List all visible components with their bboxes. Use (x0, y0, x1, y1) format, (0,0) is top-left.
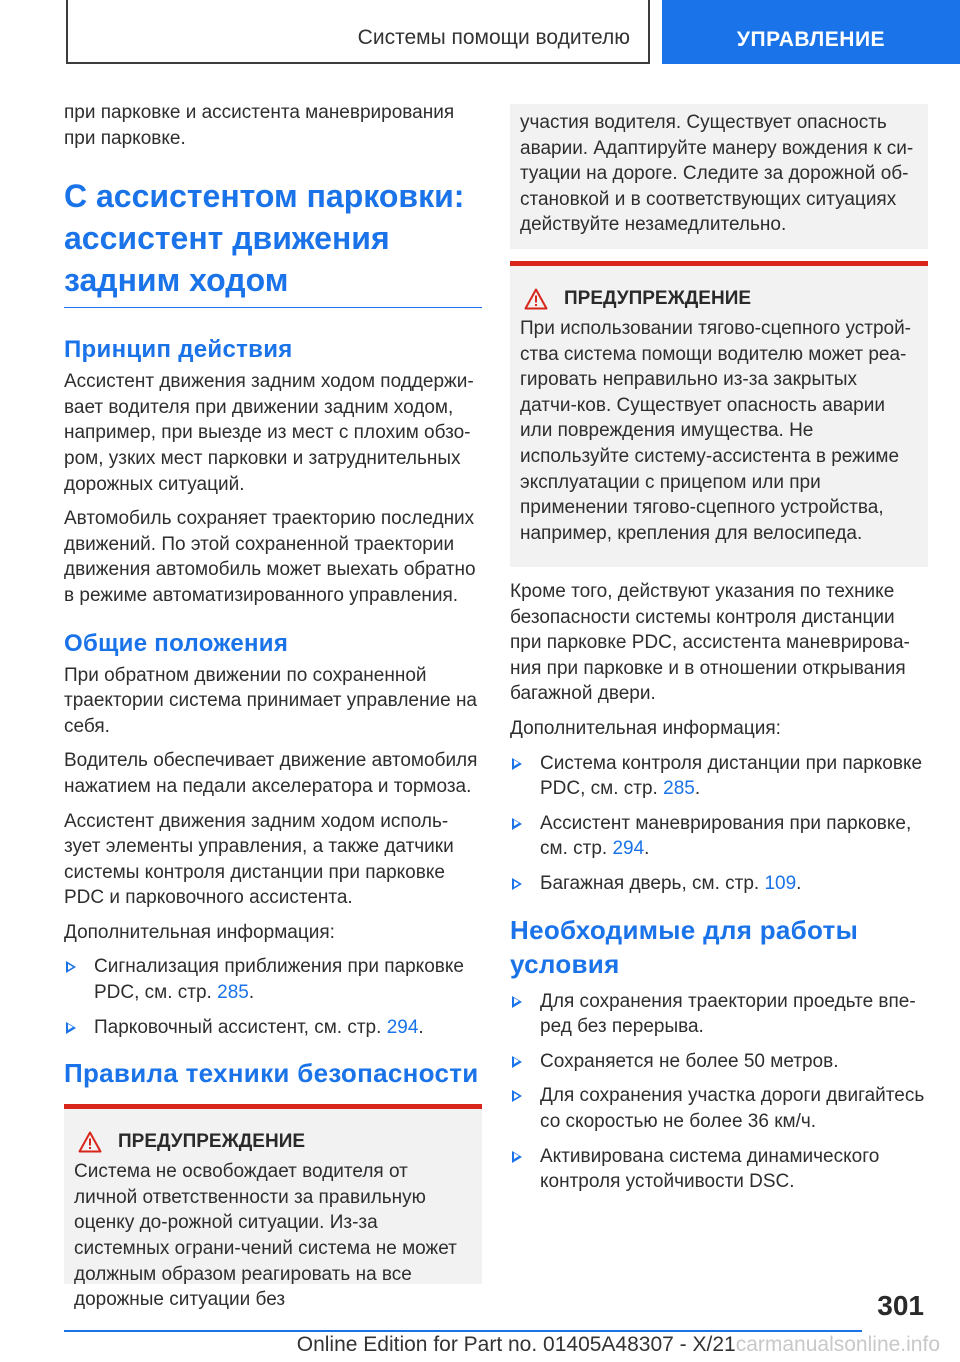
edition-line (250, 1333, 940, 1357)
list-item: Сохраняется не более 50 метров. (510, 1049, 928, 1075)
right-column (510, 104, 928, 1204)
page-link[interactable]: 285 (663, 778, 695, 800)
page-link[interactable]: 285 (217, 982, 249, 1004)
triangle-bullet-icon (512, 758, 522, 770)
warning-box-2 (510, 261, 928, 567)
triangle-bullet-icon (66, 961, 76, 973)
edition-text: Online Edition for Part no. 01405A48307 - X/21 (296, 1333, 736, 1356)
warning-triangle-icon (524, 288, 548, 310)
page-link[interactable]: 109 (764, 872, 797, 894)
triangle-bullet-icon (512, 1151, 522, 1163)
warning-header (520, 288, 918, 310)
list-item: Сигнализация приближения при парковке PDC, см. стр. 285. (64, 954, 482, 1005)
right-paragraph-2: Дополнительная информация: (510, 717, 781, 739)
list-item: Парковочный ассистент, см. стр. 294. (64, 1015, 482, 1041)
right-paragraph-1: Кроме того, действуют указания по технике безопасности системы контроля дистанции при парковке PDC, ассистента маневрирова-ния при парковке и в отношении открывания багажной двери. (510, 581, 910, 705)
conditions-bullet-list (510, 989, 928, 1195)
warning-box-1 (64, 1104, 482, 1311)
triangle-bullet-icon (512, 818, 522, 830)
safety-heading: Правила техники безопасности (64, 1058, 479, 1089)
list-item: Для сохранения участка дороги двигайтесь со скоростью не более 36 км/ч. (510, 1083, 928, 1134)
warning-continued-text: участия водителя. Существует опасность аварии. Адаптируйте манеру вождения к си-туации на дороге. Следите за дорожной об-становкой и в соответствующих ситуациях действуйте незамедлительно. (520, 112, 914, 236)
list-item: Ассистент маневрирования при парковке, см. стр. 294. (510, 811, 928, 862)
page-link[interactable]: 294 (386, 1016, 419, 1038)
left-column (64, 100, 482, 1311)
header-chapter-tab[interactable] (662, 0, 960, 64)
general-paragraph-1: При обратном движении по сохраненной траектории система принимает управление на себя. (64, 664, 477, 737)
triangle-bullet-icon (512, 1090, 522, 1102)
warning-header (74, 1131, 472, 1153)
watermark-text: carmanualsonline.info (735, 1333, 940, 1356)
warning-label: ПРЕДУПРЕЖДЕНИЕ (564, 288, 752, 309)
general-paragraph-4: Дополнительная информация: (64, 921, 335, 943)
triangle-bullet-icon (512, 996, 522, 1008)
principle-paragraph-2: Автомобиль сохраняет траекторию последних движений. По этой сохраненной траектории движения автомобиль может выехать обратно в режиме автоматизированного управления. (64, 508, 476, 606)
header-section-box (66, 0, 650, 64)
right-bullet-list (510, 751, 928, 897)
warning-triangle-icon (78, 1131, 102, 1153)
section-heading: С ассистентом парковки: ассистент движения задним ходом (64, 175, 482, 308)
footer-divider (64, 1330, 862, 1332)
warning-text: Система не освобождает водителя от личной ответственности за правильную оценку до-рожной ситуации. Из-за системных ограни-чений система не может должным образом реагировать на все дорожные ситуации без (74, 1161, 457, 1311)
page-number: 301 (877, 1290, 924, 1321)
principle-paragraph-1: Ассистент движения задним ходом поддержи-вает водителя при движении задним ходом, например, при выезде из мест с плохим обзо-ром, узких мест парковки и затруднительных дорожных ситуаций. (64, 371, 474, 495)
list-item: Для сохранения траектории проедьте впе-ред без перерыва. (510, 989, 928, 1040)
list-item: Система контроля дистанции при парковке PDC, см. стр. 285. (510, 751, 928, 802)
triangle-bullet-icon (512, 878, 522, 890)
page-link[interactable]: 294 (612, 838, 645, 860)
warning-box-1-continued (510, 104, 928, 249)
general-paragraph-3: Ассистент движения задним ходом исполь-зует элементы управления, а также датчики системы контроля дистанции при парковке PDC и парковочного ассистента. (64, 810, 454, 909)
general-bullet-list (64, 954, 482, 1040)
list-item: Багажная дверь, см. стр. 109. (510, 871, 928, 897)
conditions-heading: Необходимые для работы условия (510, 914, 859, 979)
general-heading: Общие положения (64, 629, 289, 657)
intro-paragraph: при парковке и ассистента маневрирования при парковке. (64, 102, 455, 149)
header-section-title: Системы помощи водителю (357, 26, 630, 49)
warning-label: ПРЕДУПРЕЖДЕНИЕ (118, 1131, 306, 1153)
triangle-bullet-icon (66, 1022, 76, 1034)
header-tab-label: УПРАВЛЕНИЕ (736, 28, 886, 51)
general-paragraph-2: Водитель обеспечивает движение автомобиля нажатием на педали акселератора и тормоза. (64, 750, 478, 797)
triangle-bullet-icon (512, 1056, 522, 1068)
principle-heading: Принцип действия (64, 336, 293, 364)
warning-text: При использовании тягово-сцепного устрой-ства система помощи водителю может реа-гировать неправильно из-за закрытых датчи-ков. Существует опасность аварии или повреждения имущества. Не используйте систему-ассистента в режиме эксплуатации с прицепом или при применении тягово-сцепного устройства, например, крепления для велосипеда. (520, 318, 912, 544)
list-item: Активирована система динамического контроля устойчивости DSC. (510, 1144, 928, 1195)
